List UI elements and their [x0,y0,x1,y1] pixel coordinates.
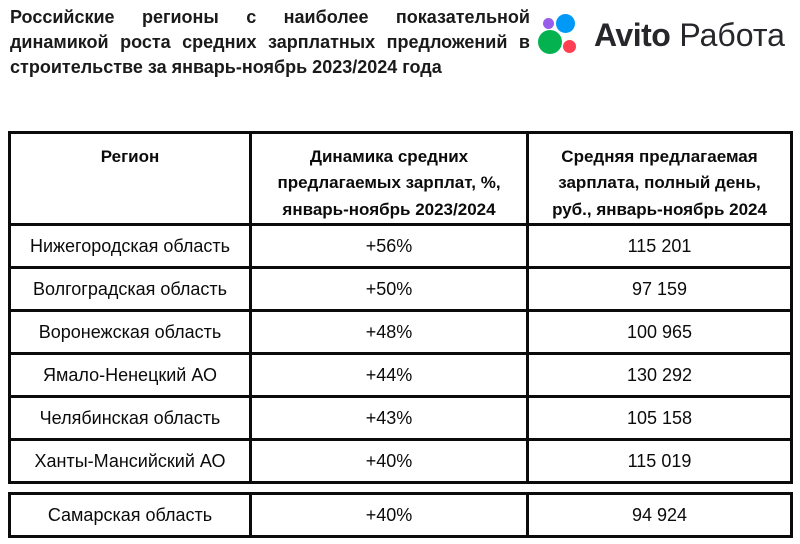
table-row [10,311,792,354]
regions-salary-table-wrap [8,131,790,538]
dynamics-cell: +48% [251,311,528,354]
table-row [10,494,792,537]
logo-red-circle [563,40,576,53]
region-cell: Челябинская область [10,397,251,440]
salary-cell: 94 924 [528,494,792,537]
region-cell: Нижегородская область [10,225,251,268]
salary-cell: 130 292 [528,354,792,397]
region-cell: Ямало-Ненецкий АО [10,354,251,397]
dynamics-cell: +56% [251,225,528,268]
regions-salary-table-last-row [8,492,793,538]
dynamics-cell: +50% [251,268,528,311]
dynamics-cell: +43% [251,397,528,440]
salary-cell: 97 159 [528,268,792,311]
dynamics-cell: +44% [251,354,528,397]
logo-wordmark [594,17,785,54]
column-header-salary: Средняя предлагаемая зарплата, полный день, руб., январь-ноябрь 2024 [528,133,792,225]
avito-logo-icon [538,12,586,58]
region-cell: Воронежская область [10,311,251,354]
region-cell: Волгоградская область [10,268,251,311]
region-cell: Ханты-Мансийский АО [10,440,251,483]
logo-green-circle [538,30,562,54]
logo-blue-circle [556,14,575,33]
table-row [10,397,792,440]
avito-rabota-logo [538,12,785,58]
logo-purple-circle [543,18,554,29]
table-header-row [10,133,792,225]
column-header-dynamics: Динамика средних предлагаемых зарплат, %, январь-ноябрь 2023/2024 [251,133,528,225]
logo-product-text: Работа [679,16,785,53]
salary-cell: 115 201 [528,225,792,268]
table-row [10,440,792,483]
salary-cell: 105 158 [528,397,792,440]
table-row [10,354,792,397]
column-header-region: Регион [10,133,251,225]
region-cell: Самарская область [10,494,251,537]
salary-cell: 115 019 [528,440,792,483]
regions-salary-table [8,131,793,484]
page-title: Российские регионы с наиболее показательной динамикой роста средних зарплатных предложений в строительстве за январь-ноябрь 2023/2024 года [10,7,530,77]
logo-brand-text: Avito [594,16,671,53]
dynamics-cell: +40% [251,440,528,483]
table-row [10,268,792,311]
salary-cell: 100 965 [528,311,792,354]
dynamics-cell: +40% [251,494,528,537]
table-row [10,225,792,268]
